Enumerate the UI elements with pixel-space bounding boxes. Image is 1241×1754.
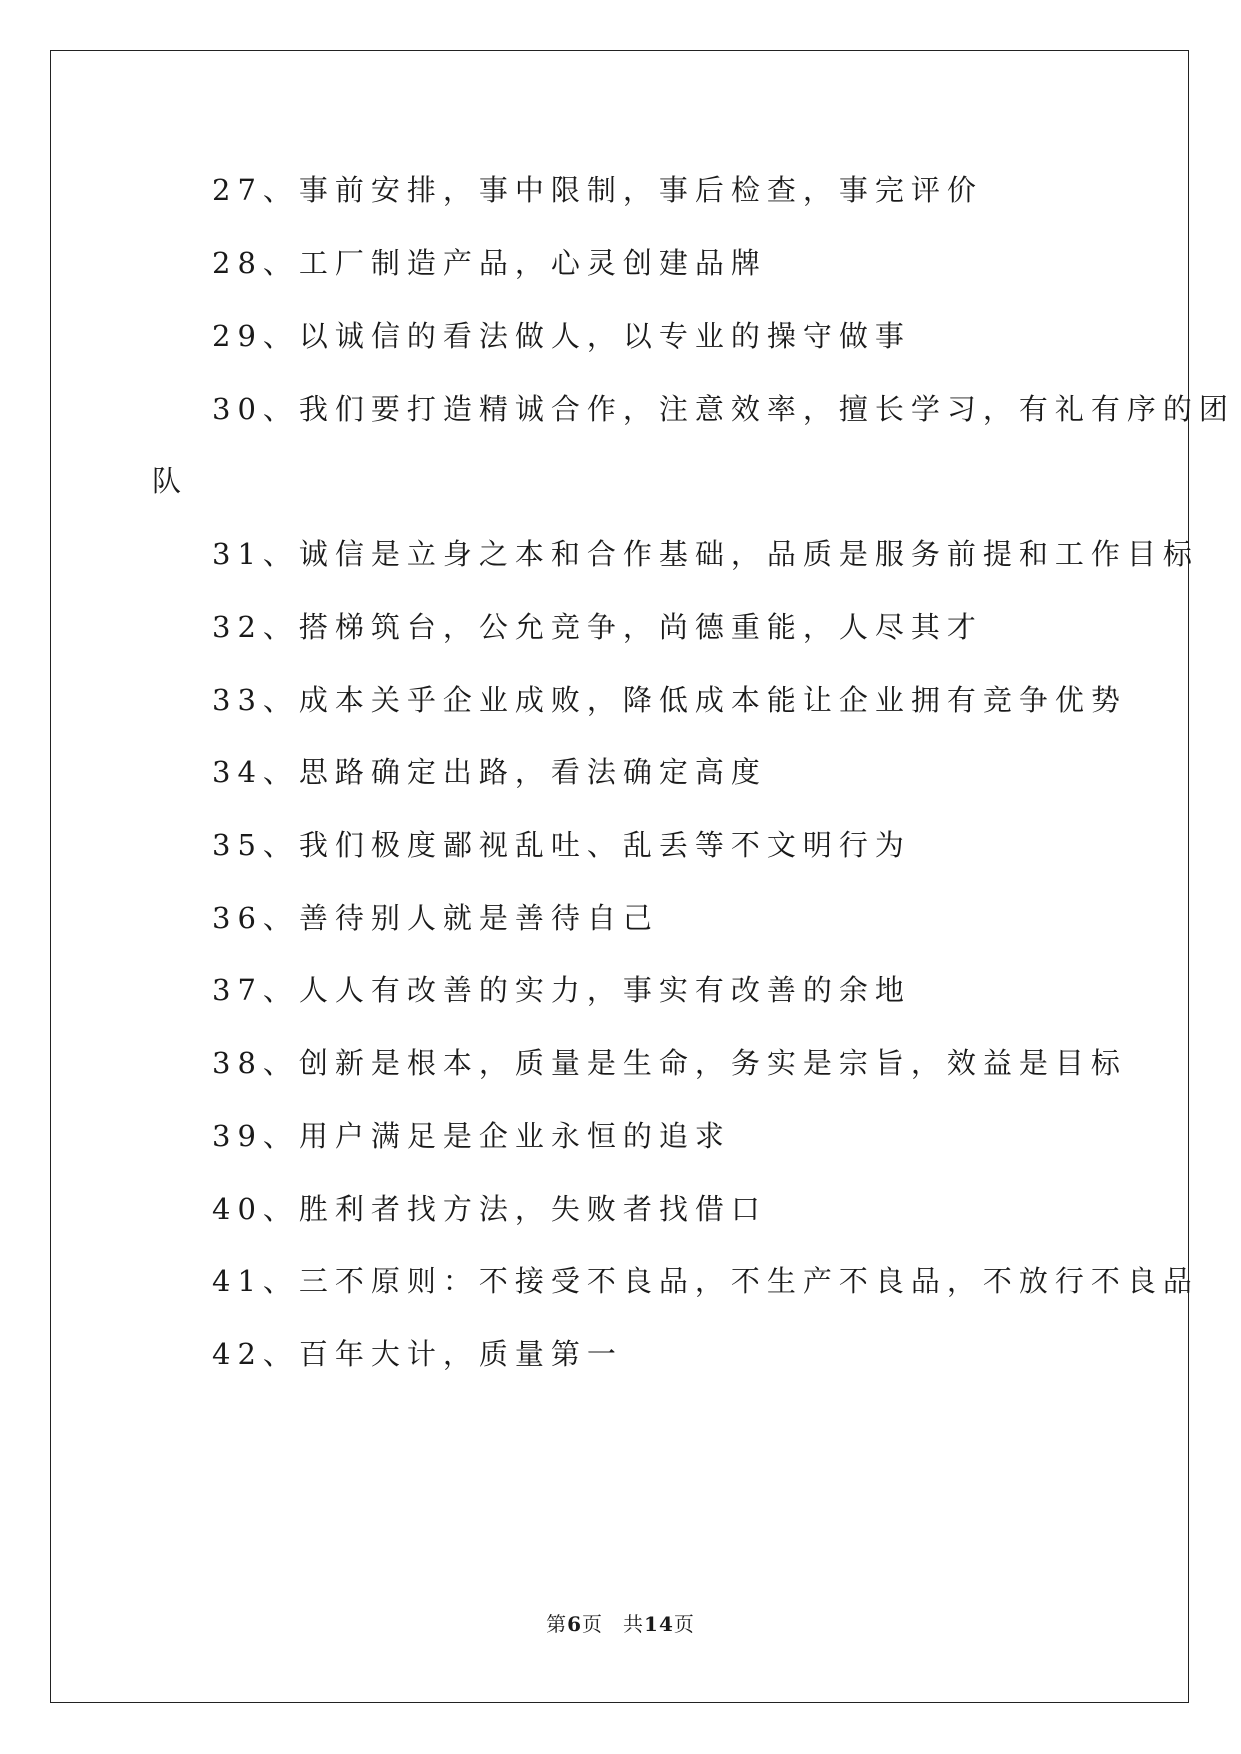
slogan-line-33: 33、成本关乎企业成败，降低成本能让企业拥有竞争优势 — [212, 683, 1127, 717]
slogan-line-31: 31、诚信是立身之本和合作基础，品质是服务前提和工作目标 — [212, 537, 1199, 571]
slogan-line-32: 32、搭梯筑台，公允竞争，尚德重能，人尽其才 — [212, 610, 983, 644]
slogan-line-34: 34、思路确定出路，看法确定高度 — [212, 755, 767, 789]
total-label-prefix: 共 — [623, 1612, 645, 1636]
total-pages: 14 — [644, 1612, 674, 1636]
slogan-line-39: 39、用户满足是企业永恒的追求 — [212, 1119, 731, 1153]
slogan-line-38: 38、创新是根本，质量是生命，务实是宗旨，效益是目标 — [212, 1046, 1127, 1080]
slogan-line-29: 29、以诚信的看法做人，以专业的操守做事 — [212, 319, 911, 353]
slogan-line-37: 37、人人有改善的实力，事实有改善的余地 — [212, 973, 911, 1007]
slogan-line-41: 41、三不原则：不接受不良品，不生产不良品，不放行不良品 — [212, 1264, 1199, 1298]
slogan-line-30: 30、我们要打造精诚合作，注意效率，擅长学习，有礼有序的团 — [212, 392, 1235, 426]
slogan-line-35: 35、我们极度鄙视乱吐、乱丢等不文明行为 — [212, 828, 911, 862]
page-border — [50, 50, 1189, 1703]
page-number: 6 — [567, 1612, 583, 1636]
page-label-suffix: 页 — [582, 1612, 604, 1636]
slogan-line-28: 28、工厂制造产品，心灵创建品牌 — [212, 246, 767, 280]
slogan-line-40: 40、胜利者找方法，失败者找借口 — [212, 1192, 767, 1226]
total-label-suffix: 页 — [673, 1612, 695, 1636]
slogan-line-30-continued: 队 — [152, 464, 189, 498]
page-footer — [0, 1611, 1241, 1637]
slogan-line-42: 42、百年大计，质量第一 — [212, 1337, 623, 1371]
slogan-line-27: 27、事前安排，事中限制，事后检查，事完评价 — [212, 173, 983, 207]
slogan-line-36: 36、善待别人就是善待自己 — [212, 901, 659, 935]
page-label-prefix: 第 — [546, 1612, 568, 1636]
